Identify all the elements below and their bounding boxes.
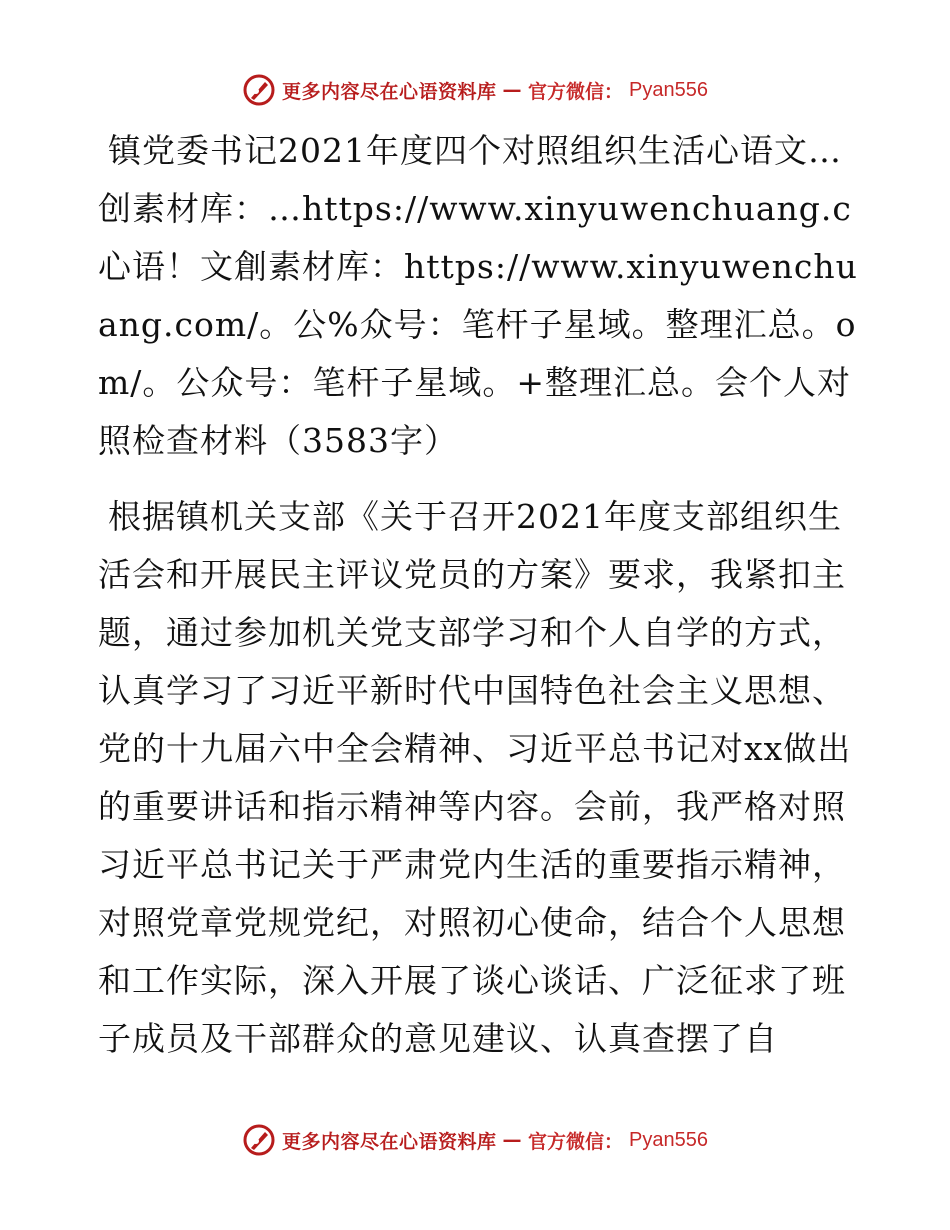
- banner-wechat-label: 官方微信：: [528, 1130, 624, 1153]
- document-body: [98, 122, 858, 1068]
- quill-logo-icon: [242, 1123, 276, 1157]
- banner-dash: —: [502, 79, 523, 101]
- document-title-paragraph: 镇党委书记2021年度四个对照组织生活心语文…创素材库：…https://www.xinyuwenchuang.c心语！文創素材库：https://www.xinyuwenchuang.com/。公%众号：笔杆子星域。整理汇总。om/。公众号：笔杆子星域。+整理汇总。会个人对照检查材料（3583字）: [98, 131, 858, 460]
- banner-wechat-id: Pyan556: [629, 78, 708, 101]
- banner-dash: —: [502, 1129, 523, 1151]
- banner-wechat-id: Pyan556: [629, 1128, 708, 1151]
- quill-logo-icon: [242, 73, 276, 107]
- banner-slogan: 更多内容尽在心语资料库: [282, 1130, 497, 1153]
- document-body-paragraph: 根据镇机关支部《关于召开2021年度支部组织生活会和开展民主评议党员的方案》要求，我紧扣主题，通过参加机关党支部学习和个人自学的方式，认真学习了习近平新时代中国特色社会主义思想、党的十九届六中全会精神、习近平总书记对xx做出的重要讲话和指示精神等内容。会前，我严格对照习近平总书记关于严肃党内生活的重要指示精神，对照党章党规党纪，对照初心使命，结合个人思想和工作实际，深入开展了谈心谈话、广泛征求了班子成员及干部群众的意见建议、认真查摆了自: [98, 497, 852, 1058]
- banner-wechat-label: 官方微信：: [528, 80, 624, 103]
- header-banner: [0, 70, 950, 110]
- footer-banner: [0, 1120, 950, 1160]
- banner-slogan: 更多内容尽在心语资料库: [282, 80, 497, 103]
